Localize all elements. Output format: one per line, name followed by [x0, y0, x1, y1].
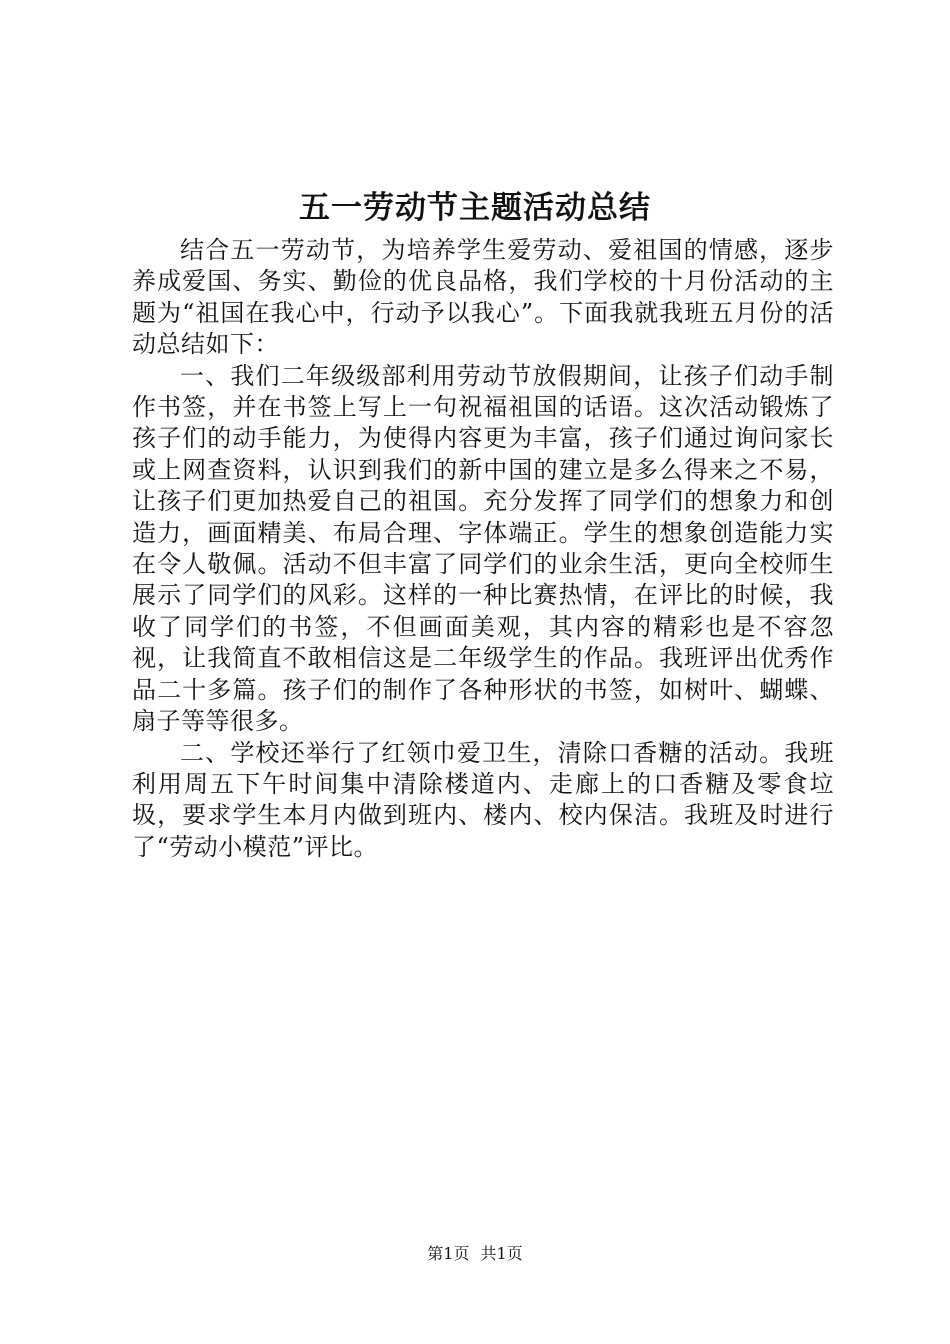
paragraph-section-one: 一、我们二年级级部利用劳动节放假期间，让孩子们动手制作书签，并在书签上写上一句祝福祖国的话语。这次活动锻炼了孩子们的动手能力，为使得内容更为丰富，孩子们通过询问家长或上网查资料，认识到我们的新中国的建立是多么得来之不易，让孩子们更加热爱自己的祖国。充分发挥了同学们的想象力和创造力，画面精美、布局合理、字体端正。学生的想象创造能力实在令人敬佩。活动不但丰富了同学们的业余生活，更向全校师生展示了同学们的风彩。这样的一种比赛热情，在评比的时候，我收了同学们的书签，不但画面美观，其内容的精彩也是不容忽视，让我简直不敢相信这是二年级学生的作品。我班评出优秀作品二十多篇。孩子们的制作了各种形状的书签，如树叶、蝴蝶、扇子等等很多。: [132, 361, 834, 736]
paragraph-section-two: 二、学校还举行了红领巾爱卫生，清除口香糖的活动。我班利用周五下午时间集中清除楼道内、走廊上的口香糖及零食垃圾，要求学生本月内做到班内、楼内、校内保洁。我班及时进行了“劳动小模范”评比。: [132, 738, 834, 861]
page-footer: [0, 1243, 950, 1265]
document-title: 五一劳动节主题活动总结: [299, 190, 651, 226]
document-body: [132, 235, 834, 863]
paragraph-intro: 结合五一劳动节，为培养学生爱劳动、爱祖国的情感，逐步养成爱国、务实、勤俭的优良品格，我们学校的十月份活动的主题为“祖国在我心中，行动予以我心”。下面我就我班五月份的活动总结如下：: [132, 236, 834, 359]
page-number: 第1页: [427, 1244, 470, 1263]
page-total: 共1页: [480, 1244, 523, 1263]
